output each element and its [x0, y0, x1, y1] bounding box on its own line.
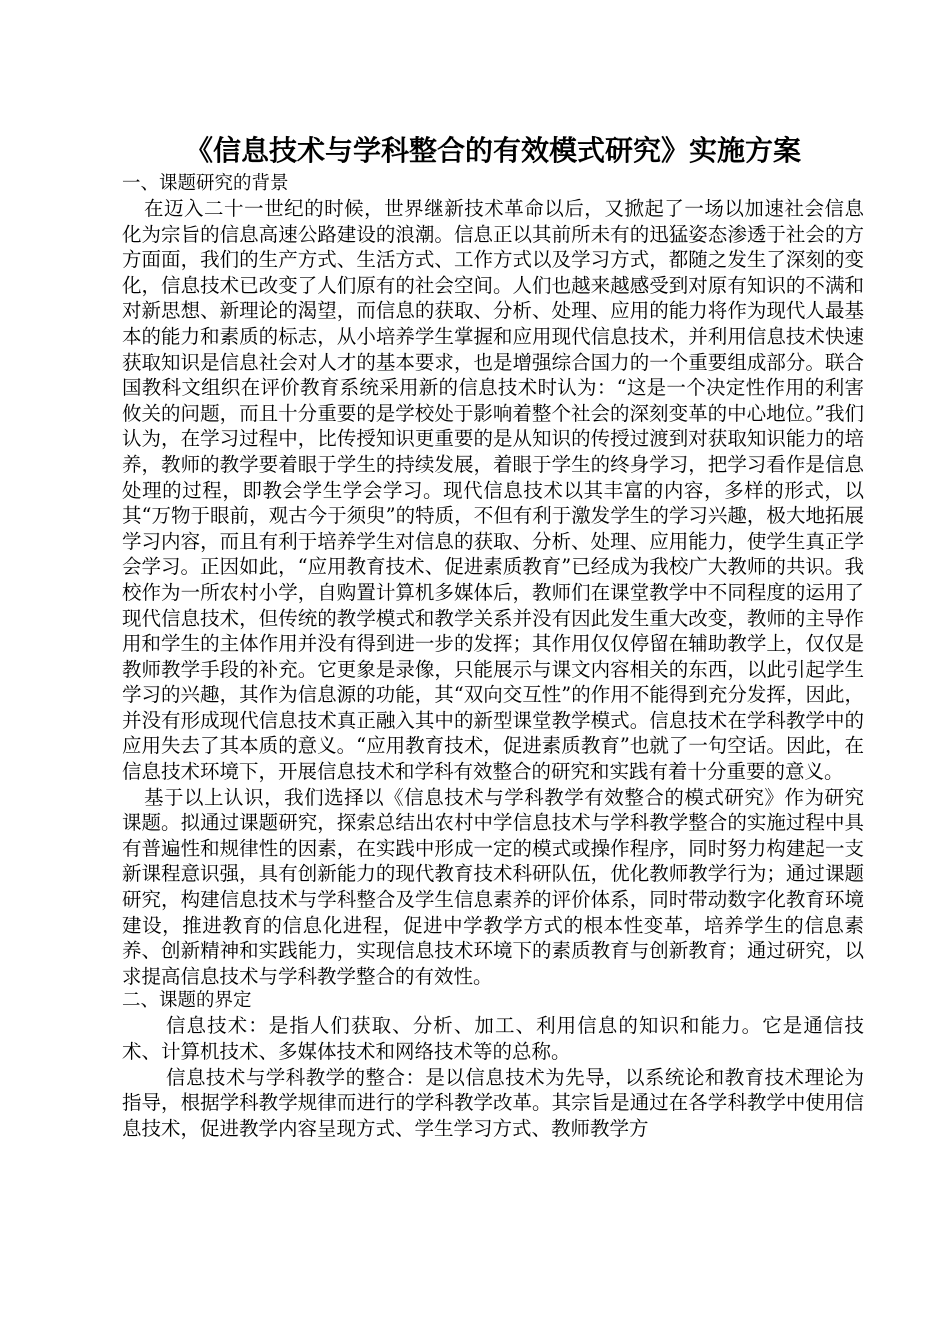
document-title: 《信息技术与学科整合的有效模式研究》实施方案: [184, 134, 801, 167]
definition-paragraph-2: 信息技术与学科教学的整合：是以信息技术为先导，以系统论和教育技术理论为指导，根据学科教学规律而进行的学科教学改革。其宗旨是通过在各学科教学中使用信息技术，促进教学内容呈现方式、学生学习方式、教师教学方: [122, 1065, 864, 1140]
section-heading-definition: 二、课题的界定: [122, 990, 252, 1012]
section-heading-background: 一、课题研究的背景: [122, 173, 289, 194]
background-paragraph-1: 在迈入二十一世纪的时候，世界继新技术革命以后，又掀起了一场以加速社会信息化为宗旨的信息高速公路建设的浪潮。信息正以其前所未有的迅猛姿态渗透于社会的方方面面，我们的生产方式、生活方式、工作方式以及学习方式，都随之发生了深刻的变化，信息技术已改变了人们原有的社会空间。人们也越来越感受到对原有知识的不满和对新思想、新理论的渴望，而信息的获取、分析、处理、应用的能力将作为现代人最基本的能力和素质的标志，从小培养学生掌握和应用现代信息技术，并利用信息技术快速获取知识是信息社会对人才的基本要求，也是增强综合国力的一个重要组成部分。联合国教科文组织在评价教育系统采用新的信息技术时认为：“这是一个决定性作用的利害攸关的问题，而且十分重要的是学校处于影响着整个社会的深刻变革的中心地位。”我们认为，在学习过程中，比传授知识更重要的是从知识的传授过渡到对获取知识能力的培养，教师的教学要着眼于学生的持续发展，着眼于学生的终身学习，把学习看作是信息处理的过程，即教会学生学会学习。现代信息技术以其丰富的内容，多样的形式，以其“万物于眼前，观古今于须臾”的特质，不但有利于激发学生的学习兴趣，极大地拓展学习内容，而且有利于培养学生对信息的获取、分析、处理、应用能力，使学生真正学会学习。正因如此，“应用教育技术、促进素质教育”已经成为我校广大教师的共识。我校作为一所农村小学，自购置计算机多媒体后，教师们在课堂教学中不同程度的运用了现代信息技术，但传统的教学模式和教学关系并没有因此发生重大改变，教师的主导作用和学生的主体作用并没有得到进一步的发挥；其作用仅仅停留在辅助教学上，仅仅是教师教学手段的补充。它更象是录像，只能展示与课文内容相关的东西，以此引起学生学习的兴趣，其作为信息源的功能，其“双向交互性”的作用不能得到充分发挥，因此，并没有形成现代信息技术真正融入其中的新型课堂教学模式。信息技术在学科教学中的应用失去了其本质的意义。“应用教育技术，促进素质教育”也就了一句空话。因此，在信息技术环境下，开展信息技术和学科有效整合的研究和实践有着十分重要的意义。: [122, 197, 864, 784]
background-paragraph-2: 基于以上认识，我们选择以《信息技术与学科教学有效整合的模式研究》作为研究课题。拟通过课题研究，探索总结出农村中学信息技术与学科教学整合的实施过程中具有普遍性和规律性的因素，在实践中形成一定的模式或操作程序，同时努力构建起一支新课程意识强，具有创新能力的现代教育技术科研队伍，优化教师教学行为；通过课题研究，构建信息技术与学科整合及学生信息素养的评价体系，同时带动数字化教育环境建设，推进教育的信息化进程，促进中学教学方式的根本性变革，培养学生的信息素养、创新精神和实践能力，实现信息技术环境下的素质教育与创新教育；通过研究，以求提高信息技术与学科教学整合的有效性。: [122, 785, 864, 988]
definition-paragraph-1: 信息技术：是指人们获取、分析、加工、利用信息的知识和能力。它是通信技术、计算机技术、多媒体技术和网络技术等的总称。: [122, 1014, 864, 1063]
document-body: [122, 130, 864, 1141]
